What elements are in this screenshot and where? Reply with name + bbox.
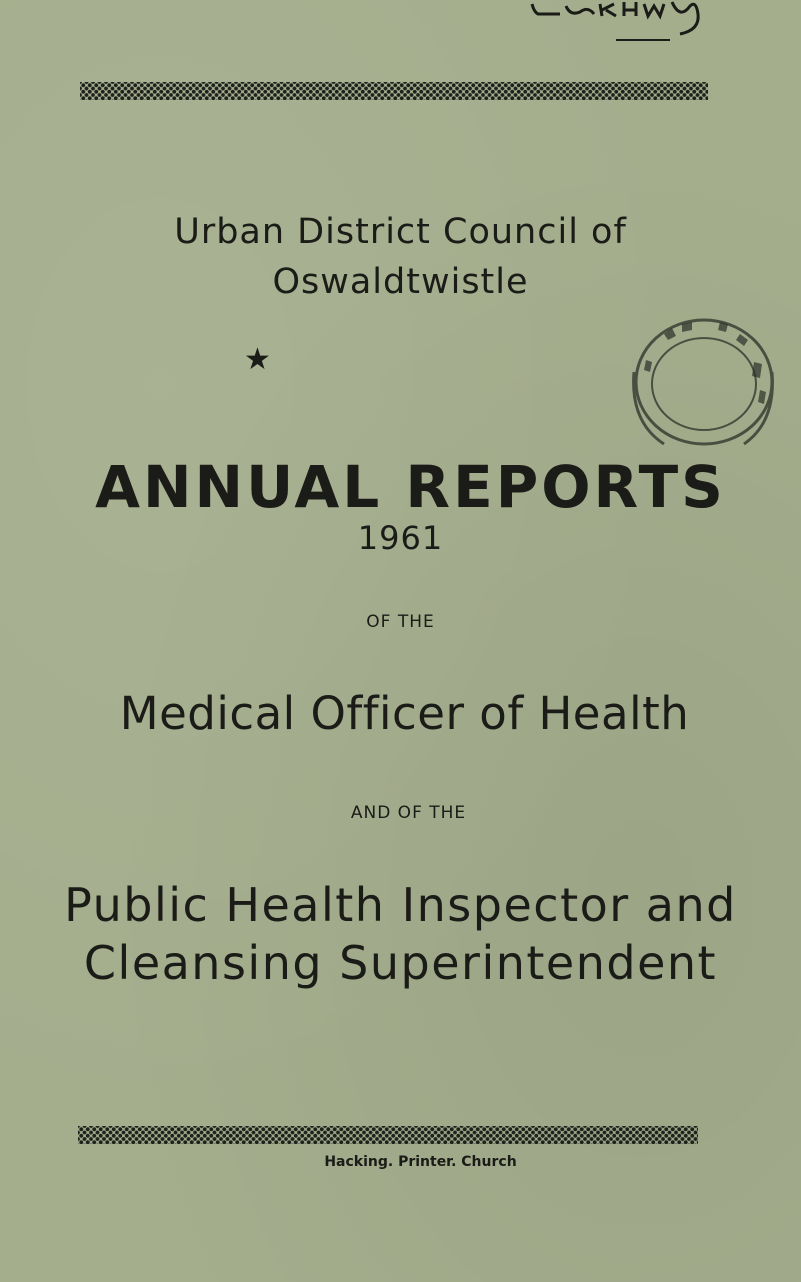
- borough-seal-stamp: [594, 312, 784, 472]
- handwritten-annotation: [520, 0, 730, 50]
- medical-officer-heading: Medical Officer of Health: [119, 687, 690, 740]
- connector-and-of-the: AND OF THE: [350, 803, 467, 823]
- public-health-heading: [0, 876, 801, 992]
- council-line-1: Urban District Council of: [174, 212, 627, 252]
- top-ornamental-border: [80, 82, 708, 100]
- council-heading: [0, 207, 801, 307]
- annual-reports-title: ANNUAL REPORTS: [95, 453, 726, 521]
- council-line-2: Oswaldtwistle: [272, 262, 529, 302]
- connector-of-the: OF THE: [366, 612, 435, 632]
- public-health-line-1: Public Health Inspector and: [64, 878, 737, 932]
- star-icon: ★: [244, 342, 271, 377]
- bottom-ornamental-border: [78, 1126, 698, 1144]
- printer-imprint: Hacking. Printer. Church: [324, 1154, 517, 1170]
- report-year: 1961: [357, 519, 444, 557]
- public-health-line-2: Cleansing Superintendent: [83, 936, 718, 990]
